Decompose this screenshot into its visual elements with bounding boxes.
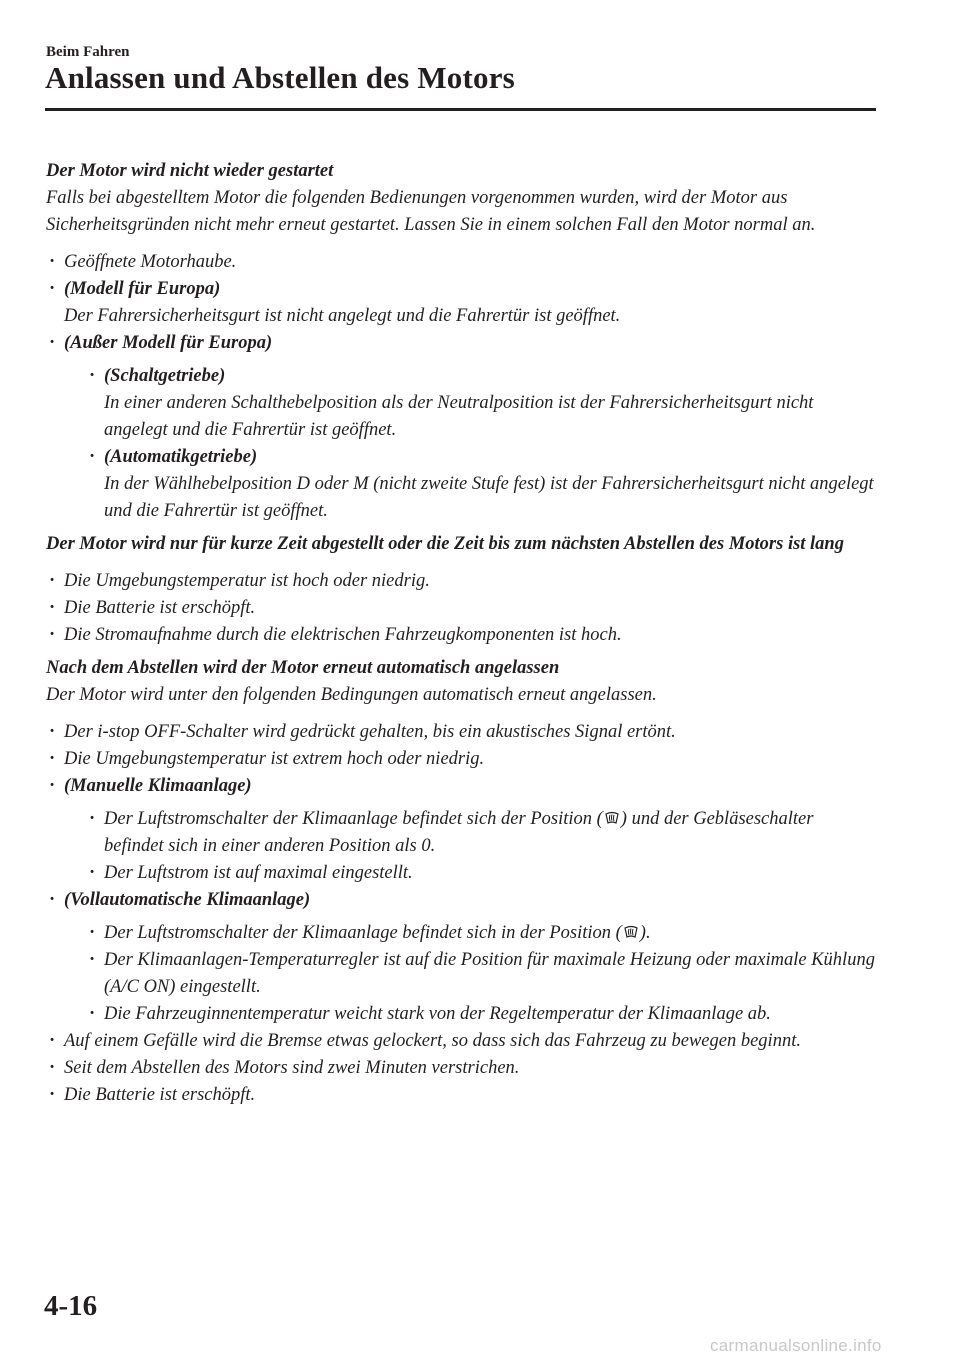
windshield-defroster-icon bbox=[623, 924, 639, 940]
sub-list-item: · (Schaltgetriebe) In einer anderen Schalthebelposition als der Neutralposition ist der Fahrersicherheitsgurt nicht angelegt und die Fahrertür ist geöffnet. bbox=[86, 363, 876, 444]
model-label: (Außer Modell für Europa) bbox=[64, 333, 273, 353]
transmission-label: (Automatikgetriebe) bbox=[104, 447, 258, 467]
heading-no-restart: Der Motor wird nicht wieder gestartet bbox=[46, 161, 334, 181]
watermark: carmanualsonline.info bbox=[710, 1336, 882, 1355]
sub-list-item: · Der Luftstrom ist auf maximal eingestellt. bbox=[86, 860, 876, 887]
climate-label: (Vollautomatische Klimaanlage) bbox=[64, 890, 311, 910]
page-number: 4-16 bbox=[44, 1290, 98, 1322]
climate-label: (Manuelle Klimaanlage) bbox=[64, 776, 252, 796]
list-item: · Auf einem Gefälle wird die Bremse etwas gelockert, so dass sich das Fahrzeug zu bewegen beginnt. bbox=[46, 1028, 876, 1055]
sub-list bbox=[86, 806, 876, 887]
sub-list-item: · Der Luftstromschalter der Klimaanlage befindet sich der Position ( ) und der Gebläseschalter befindet sich in einer anderen Position als 0. bbox=[86, 806, 876, 860]
model-label: (Modell für Europa) bbox=[64, 279, 221, 299]
heading-short-stop: Der Motor wird nur für kurze Zeit abgestellt oder die Zeit bis zum nächsten Abstellen des Motors ist lang bbox=[46, 534, 844, 554]
list-item bbox=[46, 887, 876, 1028]
list-item: · Die Batterie ist erschöpft. bbox=[46, 1082, 876, 1109]
main-content bbox=[46, 158, 876, 1109]
sub-list bbox=[86, 363, 876, 525]
section-label: Beim Fahren bbox=[46, 44, 130, 60]
list-item: · Die Batterie ist erschöpft. bbox=[46, 595, 876, 622]
page-title: Anlassen und Abstellen des Motors bbox=[45, 60, 515, 95]
list-no-restart bbox=[46, 249, 876, 525]
list-item: · Der i-stop OFF-Schalter wird gedrückt gehalten, bis ein akustisches Signal ertönt. bbox=[46, 719, 876, 746]
list-short-stop bbox=[46, 568, 876, 649]
list-item: · Die Umgebungstemperatur ist extrem hoch oder niedrig. bbox=[46, 746, 876, 773]
sub-list-item: · Die Fahrzeuginnentemperatur weicht stark von der Regeltemperatur der Klimaanlage ab. bbox=[86, 1001, 876, 1028]
list-item: · (Modell für Europa) Der Fahrersicherheitsgurt ist nicht angelegt und die Fahrertür ist geöffnet. bbox=[46, 276, 876, 330]
paragraph-no-restart-intro: Falls bei abgestelltem Motor die folgenden Bedienungen vorgenommen wurden, wird der Motor aus Sicherheitsgründen nicht mehr erneut gestartet. Lassen Sie in einem solchen Fall den Motor normal an. bbox=[46, 188, 816, 235]
list-item: · Die Umgebungstemperatur ist hoch oder niedrig. bbox=[46, 568, 876, 595]
list-item: · Seit dem Abstellen des Motors sind zwei Minuten verstrichen. bbox=[46, 1055, 876, 1082]
sub-list-item: · Der Luftstromschalter der Klimaanlage befindet sich in der Position ( ). bbox=[86, 920, 876, 947]
title-divider bbox=[45, 108, 876, 111]
sub-list bbox=[86, 920, 876, 1028]
windshield-defroster-icon bbox=[604, 810, 620, 826]
list-auto-restart bbox=[46, 719, 876, 1109]
sub-list-item: · (Automatikgetriebe) In der Wählhebelposition D oder M (nicht zweite Stufe fest) ist der Fahrersicherheitsgurt nicht angelegt und die Fahrertür ist geöffnet. bbox=[86, 444, 876, 525]
list-item bbox=[46, 330, 876, 525]
transmission-label: (Schaltgetriebe) bbox=[104, 366, 226, 386]
heading-auto-restart: Nach dem Abstellen wird der Motor erneut automatisch angelassen bbox=[46, 658, 560, 678]
list-item bbox=[46, 773, 876, 887]
sub-list-item: · Der Klimaanlagen-Temperaturregler ist auf die Position für maximale Heizung oder maximale Kühlung (A/C ON) eingestellt. bbox=[86, 947, 876, 1001]
list-item: · Geöffnete Motorhaube. bbox=[46, 249, 876, 276]
list-item: · Die Stromaufnahme durch die elektrischen Fahrzeugkomponenten ist hoch. bbox=[46, 622, 876, 649]
paragraph-auto-restart-intro: Der Motor wird unter den folgenden Bedingungen automatisch erneut angelassen. bbox=[46, 685, 657, 705]
